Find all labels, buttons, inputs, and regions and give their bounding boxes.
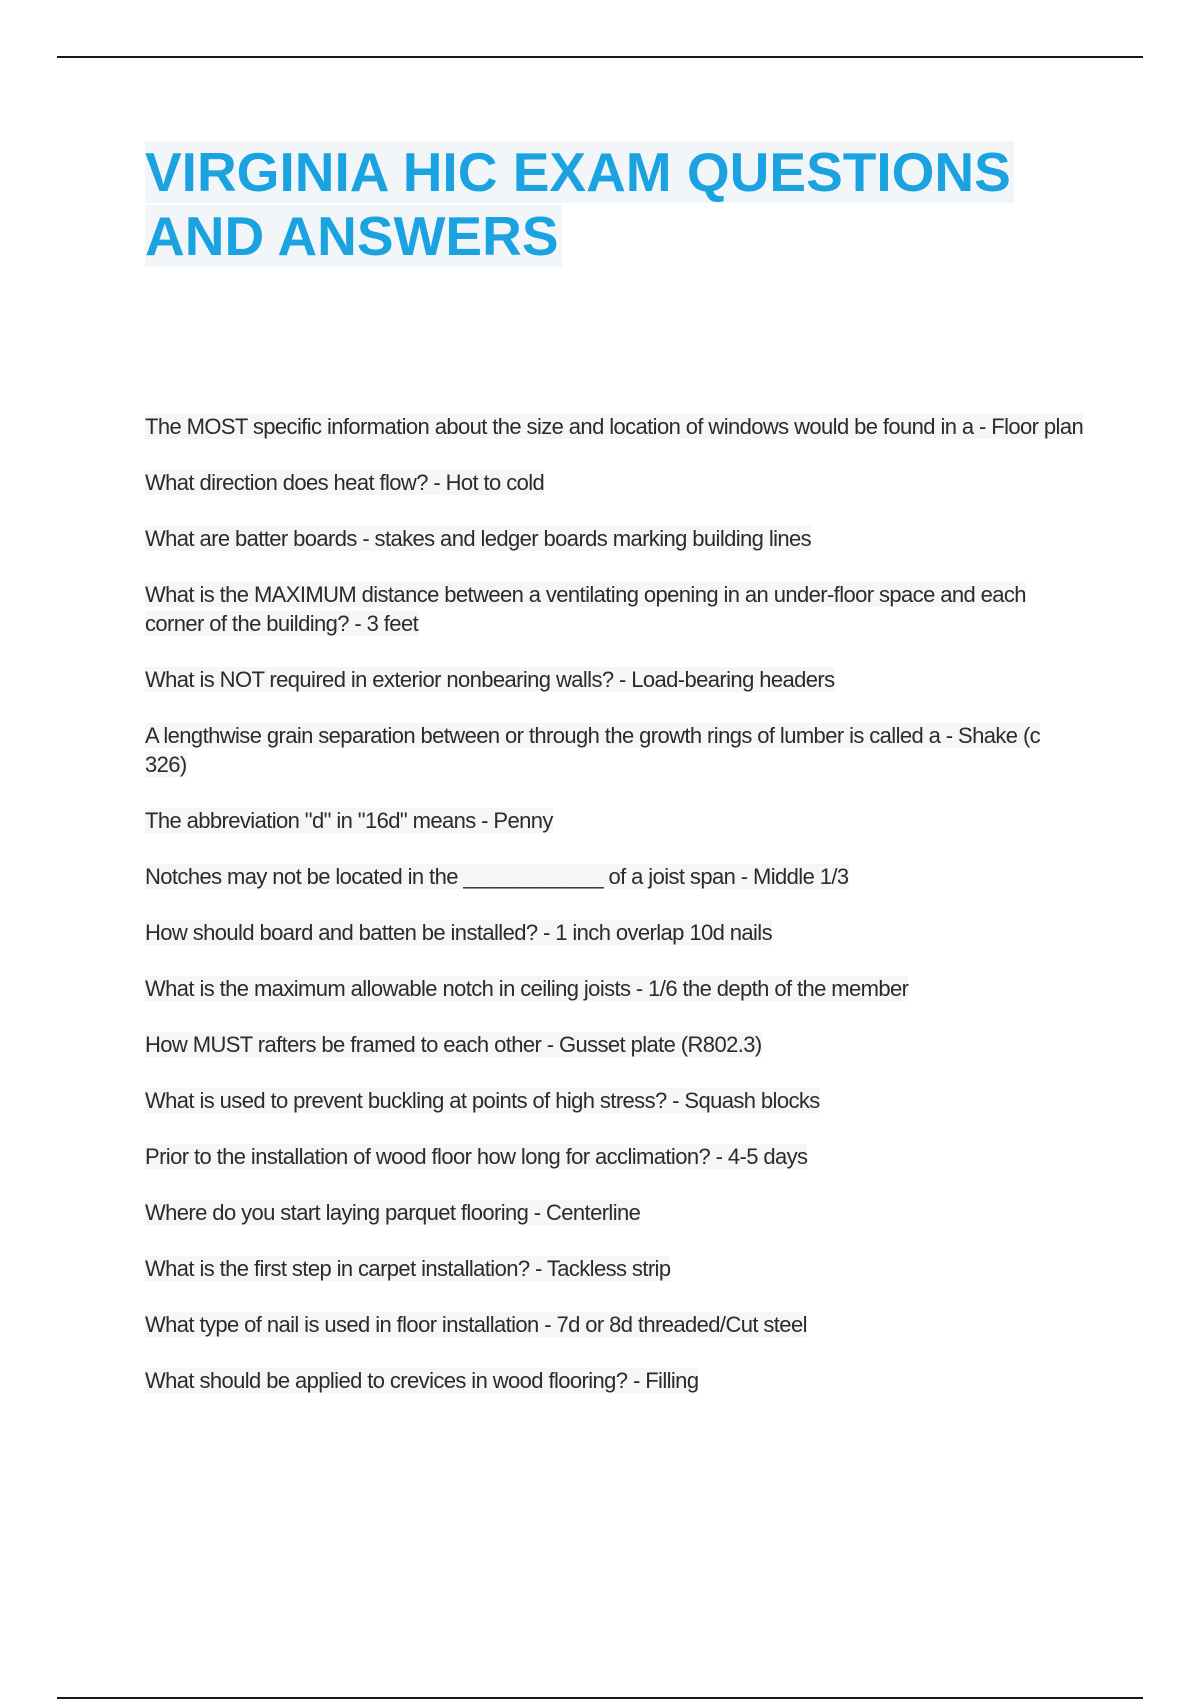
bottom-rule [57,1697,1143,1699]
qa-text: What should be applied to crevices in wood flooring? - Filling [145,1368,699,1393]
qa-item [145,721,1085,779]
qa-text: Notches may not be located in the ____________ of a joist span - Middle 1/3 [145,864,849,889]
top-rule [57,56,1143,58]
qa-item [145,1086,1085,1115]
document-title [145,140,1085,268]
qa-item [145,665,1085,694]
qa-item [145,1030,1085,1059]
document-title-text: VIRGINIA HIC EXAM QUESTIONS AND ANSWERS [145,141,1014,267]
qa-text: The abbreviation "d" in "16d" means - Penny [145,808,553,833]
qa-text: How should board and batten be installed? - 1 inch overlap 10d nails [145,920,772,945]
qa-item [145,918,1085,947]
qa-item [145,580,1085,638]
qa-item [145,1366,1085,1395]
qa-text: What is NOT required in exterior nonbearing walls? - Load-bearing headers [145,667,835,692]
qa-item [145,974,1085,1003]
qa-text: How MUST rafters be framed to each other - Gusset plate (R802.3) [145,1032,762,1057]
qa-text: A lengthwise grain separation between or through the growth rings of lumber is called a - Shake (c 326) [145,723,1041,777]
qa-item [145,412,1085,441]
qa-item [145,1198,1085,1227]
qa-text: Prior to the installation of wood floor how long for acclimation? - 4-5 days [145,1144,808,1169]
qa-text: What direction does heat flow? - Hot to cold [145,470,545,495]
qa-list [145,412,1085,1422]
qa-item [145,1310,1085,1339]
qa-text: What are batter boards - stakes and ledger boards marking building lines [145,526,812,551]
qa-text: Where do you start laying parquet flooring - Centerline [145,1200,641,1225]
qa-text: What is used to prevent buckling at points of high stress? - Squash blocks [145,1088,820,1113]
qa-text: What type of nail is used in floor installation - 7d or 8d threaded/Cut steel [145,1312,807,1337]
qa-item [145,862,1085,891]
qa-item [145,524,1085,553]
qa-text: The MOST specific information about the size and location of windows would be found in a - Floor plan [145,414,1084,439]
qa-text: What is the maximum allowable notch in ceiling joists - 1/6 the depth of the member [145,976,909,1001]
qa-item [145,1254,1085,1283]
qa-item [145,806,1085,835]
qa-text: What is the first step in carpet installation? - Tackless strip [145,1256,671,1281]
qa-item [145,468,1085,497]
qa-item [145,1142,1085,1171]
qa-text: What is the MAXIMUM distance between a ventilating opening in an under-floor space and each corner of the building? - 3 feet [145,582,1026,636]
